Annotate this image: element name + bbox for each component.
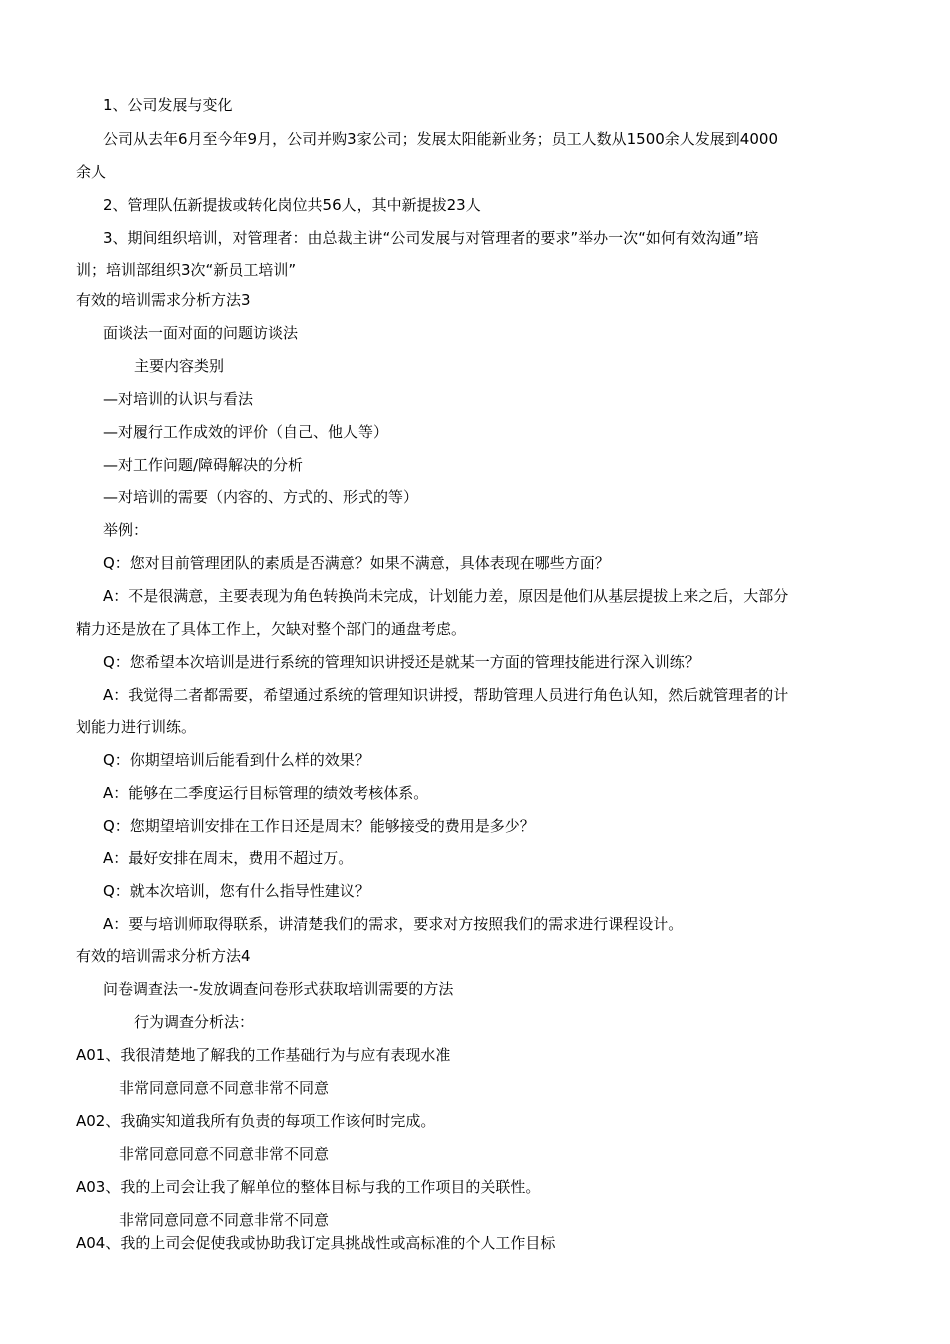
method4-subhead: 行为调查分析法： bbox=[134, 1013, 255, 1031]
method3-qa-line: Q：您期望培训安排在工作日还是周末？能够接受的费用是多少？ bbox=[103, 817, 535, 835]
method3-bullet: —对培训的认识与看法 bbox=[103, 390, 254, 408]
section1-heading: 1、公司发展与变化 bbox=[103, 96, 233, 114]
method3-qa-line: A：能够在二季度运行目标管理的绩效考核体系。 bbox=[103, 784, 429, 802]
section1-item3-line2: 训；培训部组织3次“新员工培训” bbox=[76, 261, 297, 279]
survey-options: 非常同意同意不同意非常不同意 bbox=[119, 1211, 330, 1229]
section1-paragraph-line2: 余人 bbox=[76, 163, 107, 181]
section1-item3-line1: 3、期间组织培训，对管理者：由总裁主讲“公司发展与对管理者的要求”举办一次“如何有效沟通”培 bbox=[103, 229, 759, 247]
method3-qa-line: 精力还是放在了具体工作上，欠缺对整个部门的通盘考虑。 bbox=[76, 620, 467, 638]
survey-question: A02、我确实知道我所有负责的每项工作该何时完成。 bbox=[76, 1112, 436, 1130]
method3-qa-line: A：最好安排在周末，费用不超过万。 bbox=[103, 849, 354, 867]
method3-qa-line: Q：你期望培训后能看到什么样的效果？ bbox=[103, 751, 370, 769]
method3-title: 有效的培训需求分析方法3 bbox=[76, 291, 251, 309]
method3-example-label: 举例： bbox=[103, 521, 149, 539]
method3-qa-line: A：要与培训师取得联系，讲清楚我们的需求，要求对方按照我们的需求进行课程设计。 bbox=[103, 915, 684, 933]
survey-question: A01、我很清楚地了解我的工作基础行为与应有表现水准 bbox=[76, 1046, 451, 1064]
method3-bullet: —对履行工作成效的评价（自己、他人等） bbox=[103, 423, 389, 441]
survey-question: A04、我的上司会促使我或协助我订定具挑战性或高标准的个人工作目标 bbox=[76, 1234, 556, 1252]
section1-paragraph-line1: 公司从去年6月至今年9月，公司并购3家公司；发展太阳能新业务；员工人数从1500余人发展到4000 bbox=[103, 130, 778, 148]
method3-qa-line: A：我觉得二者都需要，希望通过系统的管理知识讲授，帮助管理人员进行角色认知，然后就管理者的计 bbox=[103, 686, 789, 704]
method3-qa-line: 划能力进行训练。 bbox=[76, 718, 197, 736]
method3-qa-line: A：不是很满意，主要表现为角色转换尚未完成，计划能力差，原因是他们从基层提拔上来之后，大部分 bbox=[103, 587, 789, 605]
method3-bullet: —对培训的需要（内容的、方式的、形式的等） bbox=[103, 488, 419, 506]
method3-qa-line: Q：就本次培训，您有什么指导性建议？ bbox=[103, 882, 370, 900]
survey-question: A03、我的上司会让我了解单位的整体目标与我的工作项目的关联性。 bbox=[76, 1178, 541, 1196]
method3-intro: 面谈法一面对面的问题访谈法 bbox=[103, 324, 299, 342]
method4-intro: 问卷调查法一-发放调查问卷形式获取培训需要的方法 bbox=[103, 980, 454, 998]
method3-subhead: 主要内容类别 bbox=[134, 357, 225, 375]
survey-options: 非常同意同意不同意非常不同意 bbox=[119, 1145, 330, 1163]
method3-bullet: —对工作问题/障碍解决的分析 bbox=[103, 456, 304, 474]
method3-qa-line: Q：您对目前管理团队的素质是否满意？如果不满意，具体表现在哪些方面？ bbox=[103, 554, 610, 572]
section1-item2: 2、管理队伍新提拔或转化岗位共56人，其中新提拔23人 bbox=[103, 196, 481, 214]
method3-qa-line: Q：您希望本次培训是进行系统的管理知识讲授还是就某一方面的管理技能进行深入训练？ bbox=[103, 653, 700, 671]
method4-title: 有效的培训需求分析方法4 bbox=[76, 947, 251, 965]
survey-options: 非常同意同意不同意非常不同意 bbox=[119, 1079, 330, 1097]
